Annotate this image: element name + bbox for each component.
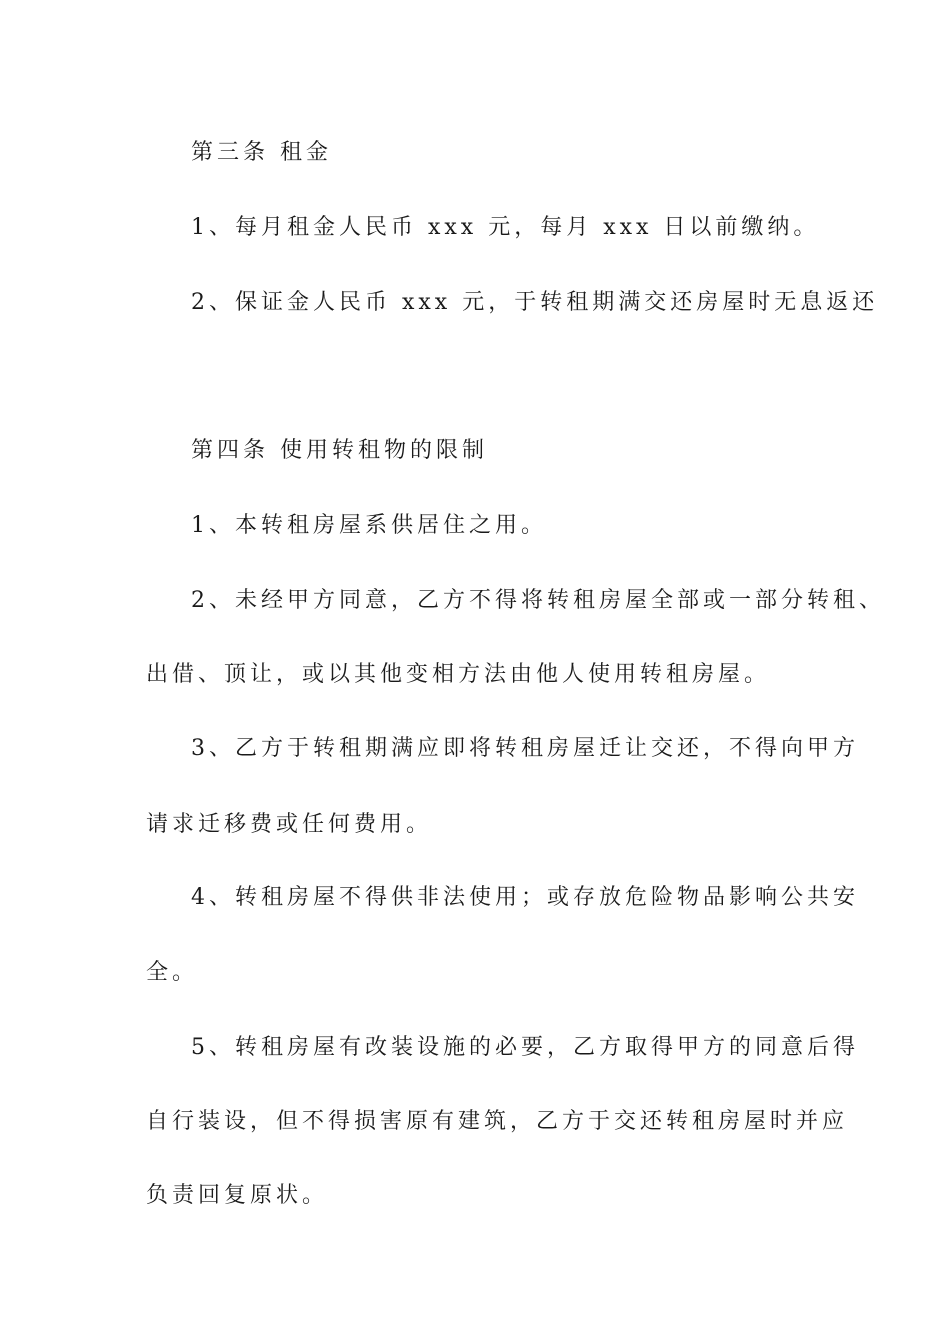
article-4-item-3-line-2: 请求迁移费或任何费用。 [146, 812, 433, 837]
article-4-item-5-line-3: 负责回复原状。 [146, 1183, 329, 1208]
article-4-item-5-line-2: 自行装设，但不得损害原有建筑，乙方于交还转租房屋时并应 [146, 1109, 849, 1134]
article-4-item-2-line-1: 2、未经甲方同意，乙方不得将转租房屋全部或一部分转租、 [191, 588, 885, 613]
article-4-item-1: 1、本转租房屋系供居住之用。 [191, 513, 547, 538]
article-4-heading: 第四条 使用转租物的限制 [191, 438, 488, 463]
article-4-item-4-line-2: 全。 [146, 960, 199, 985]
article-4-item-5-line-1: 5、转租房屋有改装设施的必要，乙方取得甲方的同意后得 [191, 1035, 859, 1060]
article-3-item-2: 2、保证金人民币 xxx 元，于转租期满交还房屋时无息返还 [191, 290, 879, 315]
article-3-heading: 第三条 租金 [191, 140, 332, 165]
article-4-item-2-line-2: 出借、顶让，或以其他变相方法由他人使用转租房屋。 [146, 662, 771, 687]
article-3-item-1: 1、每月租金人民币 xxx 元，每月 xxx 日以前缴纳。 [191, 215, 820, 240]
article-4-item-4-line-1: 4、转租房屋不得供非法使用；或存放危险物品影响公共安 [191, 885, 859, 910]
article-4-item-3-line-1: 3、乙方于转租期满应即将转租房屋迁让交还，不得向甲方 [191, 736, 859, 761]
